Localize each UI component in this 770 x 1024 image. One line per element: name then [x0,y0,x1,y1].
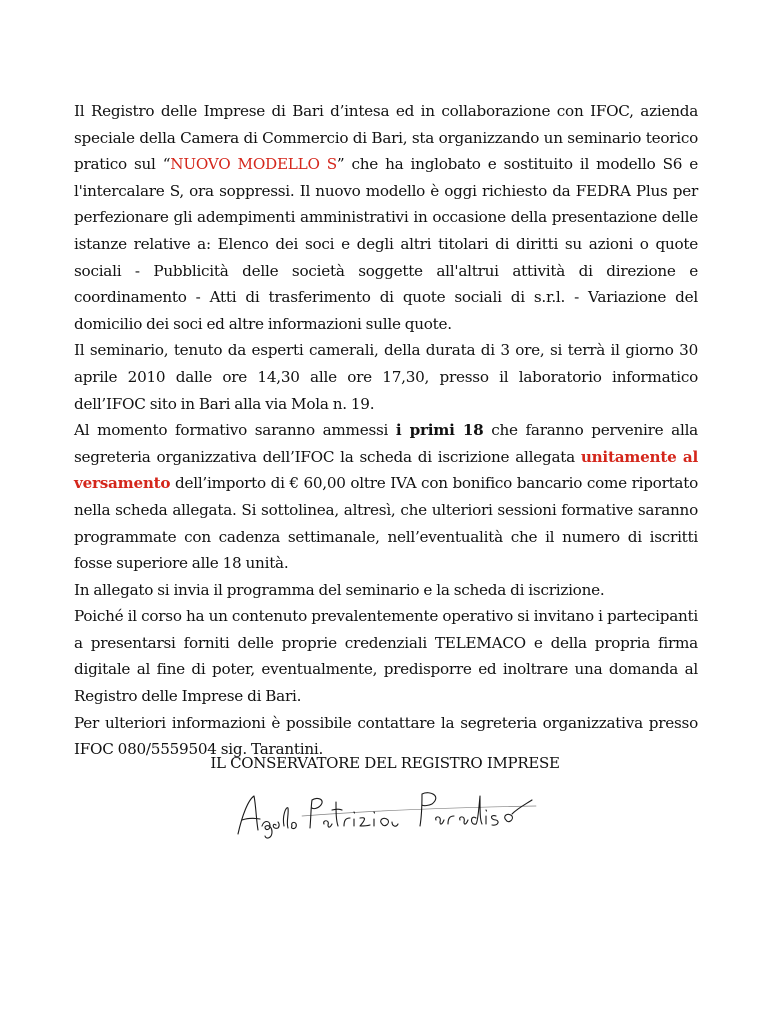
intro-text-continued: ” che ha inglobato e sostituito il modello S6 e l'intercalare S, ora soppressi. Il nuovo modello è oggi richiesto da FEDRA Plus per perfezionare gli adempimenti amministrativi in occasione della presentazione delle istanze relative a: Elenco dei soci e degli altri titolari di diritti su azioni o quote sociali - Pubblicità delle società soggette all'altrui attività di direzione e coordinamento - Atti di trasferimento di quote sociali di s.r.l. - Variazione del domicilio dei soci ed altre informazioni sulle quote. [74,155,699,333]
paragraph-seminar-details: Il seminario, tenuto da esperti camerali, della durata di 3 ore, si terrà il giorno 30 aprile 2010 dalle ore 14,30 alle ore 17,30, presso il laboratorio informatico dell’IFOC sito in Bari alla via Mola n. 19. [74,341,698,413]
primi-18-highlight: i primi 18 [395,421,484,440]
admission-text-continued: che faranno pervenire alla segreteria organizzativa dell’IFOC la scheda di iscrizione allegata [74,421,698,466]
handwritten-signature [232,786,542,842]
nuovo-modello-highlight: NUOVO MODELLO S [170,155,337,174]
paragraph-requirements: Poiché il corso ha un contenuto prevalentemente operativo si invitano i partecipanti a presentarsi forniti delle proprie credenziali TELEMACO e della propria firma digitale al fine di poter, eventualmente, predisporre ed inoltrare una domanda al Registro delle Imprese di Bari. [74,607,698,706]
letter-body [74,98,698,763]
paragraph-seminar-intro [74,98,698,337]
intro-text: Il Registro delle Imprese di Bari d’intesa ed in collaborazione con IFOC, azienda speciale della Camera di Commercio di Bari, sta organizzando un seminario teorico pratico sul “ [74,102,698,174]
paragraph-contact: Per ulteriori informazioni è possibile contattare la segreteria organizzativa presso IFOC 080/5559504 sig. Tarantini. [74,713,698,759]
admission-text: Al momento formativo saranno ammessi [74,421,396,440]
signature-title: IL CONSERVATORE DEL REGISTRO IMPRESE [210,754,560,772]
paragraph-admission [74,417,698,577]
versamento-highlight: unitamente al versamento [74,447,699,493]
admission-text-final: dell’importo di € 60,00 oltre IVA con bonifico bancario come riportato nella scheda allegata. Si sottolinea, altresì, che ulteriori sessioni formative saranno programmate con cadenza settimanale, nell’eventualità che il numero di iscritti fosse superiore alle 18 unità. [74,474,698,573]
paragraph-attachments: In allegato si invia il programma del seminario e la scheda di iscrizione. [74,580,605,599]
